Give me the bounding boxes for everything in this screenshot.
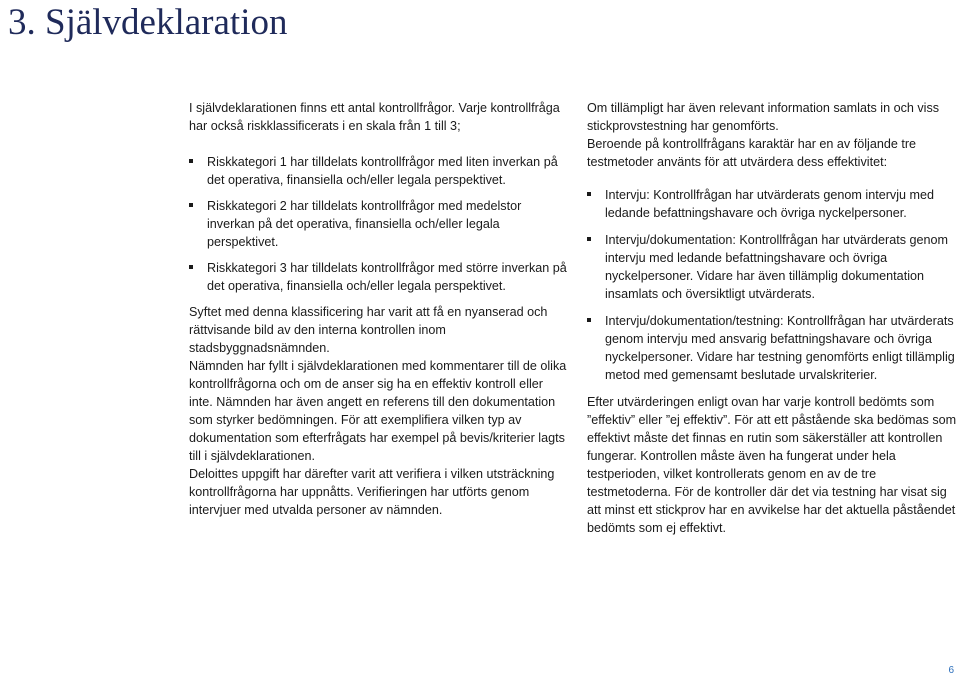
test-method-item bbox=[587, 312, 959, 384]
risk-category-item bbox=[189, 153, 567, 189]
risk-category-text: har tilldelats kontrollfrågor med medelstor inverkan på det operativa, finansiella och/eller legala perspektivet. bbox=[207, 199, 522, 249]
test-methods-list bbox=[587, 186, 959, 384]
right-column bbox=[587, 99, 959, 537]
test-method-text: Intervju/dokumentation/testning: Kontrollfrågan har utvärderats genom intervju med ansvarig befattningshavare och övriga nyckelpersoner. Vidare har testning genomförts enligt tillämplig metod med gemensamt beslutade urvalskriterier. bbox=[605, 314, 955, 382]
deloitte-paragraph: Deloittes uppgift har därefter varit att verifiera i vilken utsträckning kontrollfrågorna har uppnåtts. Verifieringen har utförts genom intervjuer med utvalda personer av nämnden. bbox=[189, 467, 555, 517]
risk-category-label: Riskkategori 1 bbox=[207, 155, 287, 169]
risk-category-item bbox=[189, 259, 567, 295]
methods-intro-paragraph: Beroende på kontrollfrågans karaktär har en av följande tre testmetoder använts för att utvärdera dess effektivitet: bbox=[587, 137, 917, 169]
risk-category-label: Riskkategori 3 bbox=[207, 261, 287, 275]
test-method-item bbox=[587, 186, 959, 222]
risk-category-text: har tilldelats kontrollfrågor med större inverkan på det operativa, finansiella och/eller legala perspektivet. bbox=[207, 261, 567, 293]
test-method-item bbox=[587, 231, 959, 303]
square-bullet-icon bbox=[189, 265, 193, 269]
right-intro-paragraph: Om tillämpligt har även relevant information samlats in och viss stickprovstestning har genomförts. bbox=[587, 101, 940, 133]
square-bullet-icon bbox=[189, 159, 193, 163]
risk-category-label: Riskkategori 2 bbox=[207, 199, 287, 213]
risk-category-list bbox=[189, 153, 567, 295]
test-method-text: Intervju: Kontrollfrågan har utvärderats genom intervju med ledande befattningshavare och övriga nyckelpersoner. bbox=[605, 188, 935, 220]
risk-category-text: har tilldelats kontrollfrågor med liten inverkan på det operativa, finansiella och/eller legala perspektivet. bbox=[207, 155, 558, 187]
page-title: 3. Självdeklaration bbox=[8, 2, 288, 43]
purpose-paragraph: Syftet med denna klassificering har varit att få en nyanserad och rättvisande bild av den interna kontrollen inom stadsbyggnadsnämnden. bbox=[189, 305, 548, 355]
left-column bbox=[189, 99, 567, 519]
square-bullet-icon bbox=[587, 237, 591, 241]
committee-paragraph: Nämnden har fyllt i självdeklarationen med kommentarer till de olika kontrollfrågorna och om de anser sig ha en effektiv kontroll eller inte. Nämnden har även angett en referens till den dokumentation som styrker bedömningen. För att exemplifiera vilken typ av dokumentation som efterfrågats har exempel på bevis/kriterier lagts till i självdeklarationen. bbox=[189, 359, 567, 463]
square-bullet-icon bbox=[587, 192, 591, 196]
intro-paragraph: I självdeklarationen finns ett antal kontrollfrågor. Varje kontrollfråga har också riskklassificerats i en skala från 1 till 3; bbox=[189, 101, 560, 133]
page-number: 6 bbox=[948, 665, 954, 676]
square-bullet-icon bbox=[189, 203, 193, 207]
risk-category-item bbox=[189, 197, 567, 251]
square-bullet-icon bbox=[587, 318, 591, 322]
conclusion-paragraph: Efter utvärderingen enligt ovan har varje kontroll bedömts som ”effektiv” eller ”ej effektiv”. För att ett påstående ska bedömas som effektivt måste det finnas en rutin som säkerställer att kontrollen fungerar. Kontrollen måste även ha fungerat under hela testperioden, vilket kontrollerats genom en av de tre testmetoderna. För de kontroller där det via testning har visat sig att minst ett stickprov har en avvikelse har det aktuella påståendet bedömts som ej effektivt. bbox=[587, 395, 957, 535]
test-method-text: Intervju/dokumentation: Kontrollfrågan har utvärderats genom intervju med ledande befattningshavare och övriga nyckelpersoner. Vidare har även tillämplig dokumentation insamlats och översiktligt utvärderats. bbox=[605, 233, 949, 301]
